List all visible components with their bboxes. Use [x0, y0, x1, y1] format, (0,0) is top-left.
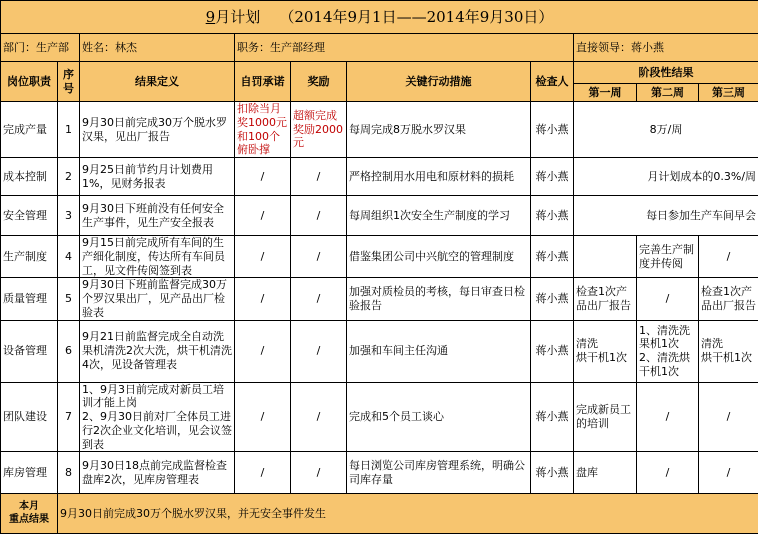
header-week3: 第三周 [699, 84, 758, 102]
week2-cell: 完善生产制度并传阅 [637, 236, 699, 278]
header-penalty: 自罚承诺 [235, 62, 291, 102]
penalty-cell: / [235, 452, 291, 494]
reward-cell: / [291, 382, 347, 452]
position-cell: 职务：生产部经理 [235, 34, 574, 62]
reward-cell: / [291, 196, 347, 236]
penalty-cell: / [235, 158, 291, 196]
header-week2: 第二周 [637, 84, 699, 102]
header-checker: 检查人 [531, 62, 574, 102]
seq-cell: 7 [58, 382, 80, 452]
reward-cell: / [291, 158, 347, 196]
week3-cell: / [699, 382, 758, 452]
reward-cell: / [291, 320, 347, 382]
page-title [1, 1, 758, 34]
result-cell: 9月15日前完成所有车间的生产细化制度，传达所有车间员工，见文件传阅签到表 [80, 236, 235, 278]
table-row [1, 382, 758, 452]
week2-cell: / [637, 382, 699, 452]
supervisor-cell: 直接领导：蒋小燕 [574, 34, 758, 62]
week2-cell: 1、清洗洗果机1次 2、清洗烘干机1次 [637, 320, 699, 382]
header-reward: 奖励 [291, 62, 347, 102]
result-cell: 9月30日18点前完成监督检查盘库2次，见库房管理表 [80, 452, 235, 494]
action-cell: 借鉴集团公司中兴航空的管理制度 [347, 236, 531, 278]
name-cell: 姓名：林杰 [80, 34, 235, 62]
checker-cell: 蒋小燕 [531, 158, 574, 196]
action-cell: 加强和车间主任沟通 [347, 320, 531, 382]
reward-cell: / [291, 278, 347, 320]
department-cell: 部门：生产部 [1, 34, 80, 62]
seq-cell: 3 [58, 196, 80, 236]
seq-cell: 1 [58, 102, 80, 158]
week1-cell: 检查1次产品出厂报告 [574, 278, 637, 320]
checker-cell: 蒋小燕 [531, 452, 574, 494]
action-cell: 每周完成8万脱水罗汉果 [347, 102, 531, 158]
duty-cell: 成本控制 [1, 158, 58, 196]
week3-cell: / [699, 236, 758, 278]
seq-cell: 4 [58, 236, 80, 278]
seq-cell: 2 [58, 158, 80, 196]
result-cell: 9月25日前节约月计划费用1%，见财务报表 [80, 158, 235, 196]
week2-cell: / [637, 278, 699, 320]
duty-cell: 安全管理 [1, 196, 58, 236]
week3-cell: 检查1次产品出厂报告 [699, 278, 758, 320]
seq-cell: 6 [58, 320, 80, 382]
checker-cell: 蒋小燕 [531, 236, 574, 278]
week1-cell [574, 236, 637, 278]
action-cell: 加强对质检员的考核，每日审查日检验报告 [347, 278, 531, 320]
table-row [1, 158, 758, 196]
title-text: 月计划 [215, 8, 260, 26]
duty-cell: 设备管理 [1, 320, 58, 382]
header-result: 结果定义 [80, 62, 235, 102]
week1-cell: 清洗 烘干机1次 [574, 320, 637, 382]
stage-cell: 8万/周 [574, 102, 758, 158]
week2-cell: / [637, 452, 699, 494]
header-week1: 第一周 [574, 84, 637, 102]
title-month: 9 [206, 8, 216, 26]
seq-cell: 5 [58, 278, 80, 320]
duty-cell: 团队建设 [1, 382, 58, 452]
header-stage: 阶段性结果 [574, 62, 758, 84]
table-row [1, 236, 758, 278]
checker-cell: 蒋小燕 [531, 320, 574, 382]
header-seq: 序号 [58, 62, 80, 102]
table-row [1, 452, 758, 494]
penalty-cell: / [235, 320, 291, 382]
duty-cell: 库房管理 [1, 452, 58, 494]
penalty-cell: / [235, 196, 291, 236]
summary-label: 本月 重点结果 [1, 494, 58, 534]
table-row [1, 102, 758, 158]
action-cell: 严格控制用水用电和原材料的损耗 [347, 158, 531, 196]
summary-value: 9月30日前完成30万个脱水罗汉果，并无安全事件发生 [58, 494, 758, 534]
reward-cell: 超额完成奖励2000元 [291, 102, 347, 158]
week1-cell: 盘库 [574, 452, 637, 494]
table-row [1, 278, 758, 320]
header-action: 关键行动措施 [347, 62, 531, 102]
seq-cell: 8 [58, 452, 80, 494]
reward-cell: / [291, 236, 347, 278]
penalty-cell: / [235, 236, 291, 278]
result-cell: 1、9月3日前完成对新员工培训才能上岗 2、9月30日前对厂全体员工进行2次企业文化培训，见会议签到表 [80, 382, 235, 452]
reward-cell: / [291, 452, 347, 494]
duty-cell: 完成产量 [1, 102, 58, 158]
action-cell: 每周组织1次安全生产制度的学习 [347, 196, 531, 236]
result-cell: 9月30日下班前没有任何安全生产事件，见生产安全报表 [80, 196, 235, 236]
table-row [1, 196, 758, 236]
action-cell: 每日浏览公司库房管理系统，明确公司库存量 [347, 452, 531, 494]
penalty-cell: / [235, 278, 291, 320]
result-cell: 9月30日前完成30万个脱水罗汉果，见出厂报告 [80, 102, 235, 158]
checker-cell: 蒋小燕 [531, 382, 574, 452]
result-cell: 9月30日下班前监督完成30万个罗汉果出厂，见产品出厂检验表 [80, 278, 235, 320]
duty-cell: 质量管理 [1, 278, 58, 320]
penalty-cell: 扣除当月奖1000元和100个俯卧撑 [235, 102, 291, 158]
duty-cell: 生产制度 [1, 236, 58, 278]
week1-cell: 完成新员工的培训 [574, 382, 637, 452]
table-row [1, 320, 758, 382]
result-cell: 9月21日前监督完成全自动洗果机清洗2次大洗，烘干机清洗4次，见设备管理表 [80, 320, 235, 382]
title-range: （2014年9月1日——2014年9月30日） [279, 8, 553, 26]
week3-cell: 清洗 烘干机1次 [699, 320, 758, 382]
header-duty: 岗位职责 [1, 62, 58, 102]
action-cell: 完成和5个员工谈心 [347, 382, 531, 452]
penalty-cell: / [235, 382, 291, 452]
stage-cell: 每日参加生产车间早会 [574, 196, 758, 236]
week3-cell: / [699, 452, 758, 494]
checker-cell: 蒋小燕 [531, 196, 574, 236]
checker-cell: 蒋小燕 [531, 278, 574, 320]
stage-cell: 月计划成本的0.3%/周 [574, 158, 758, 196]
checker-cell: 蒋小燕 [531, 102, 574, 158]
